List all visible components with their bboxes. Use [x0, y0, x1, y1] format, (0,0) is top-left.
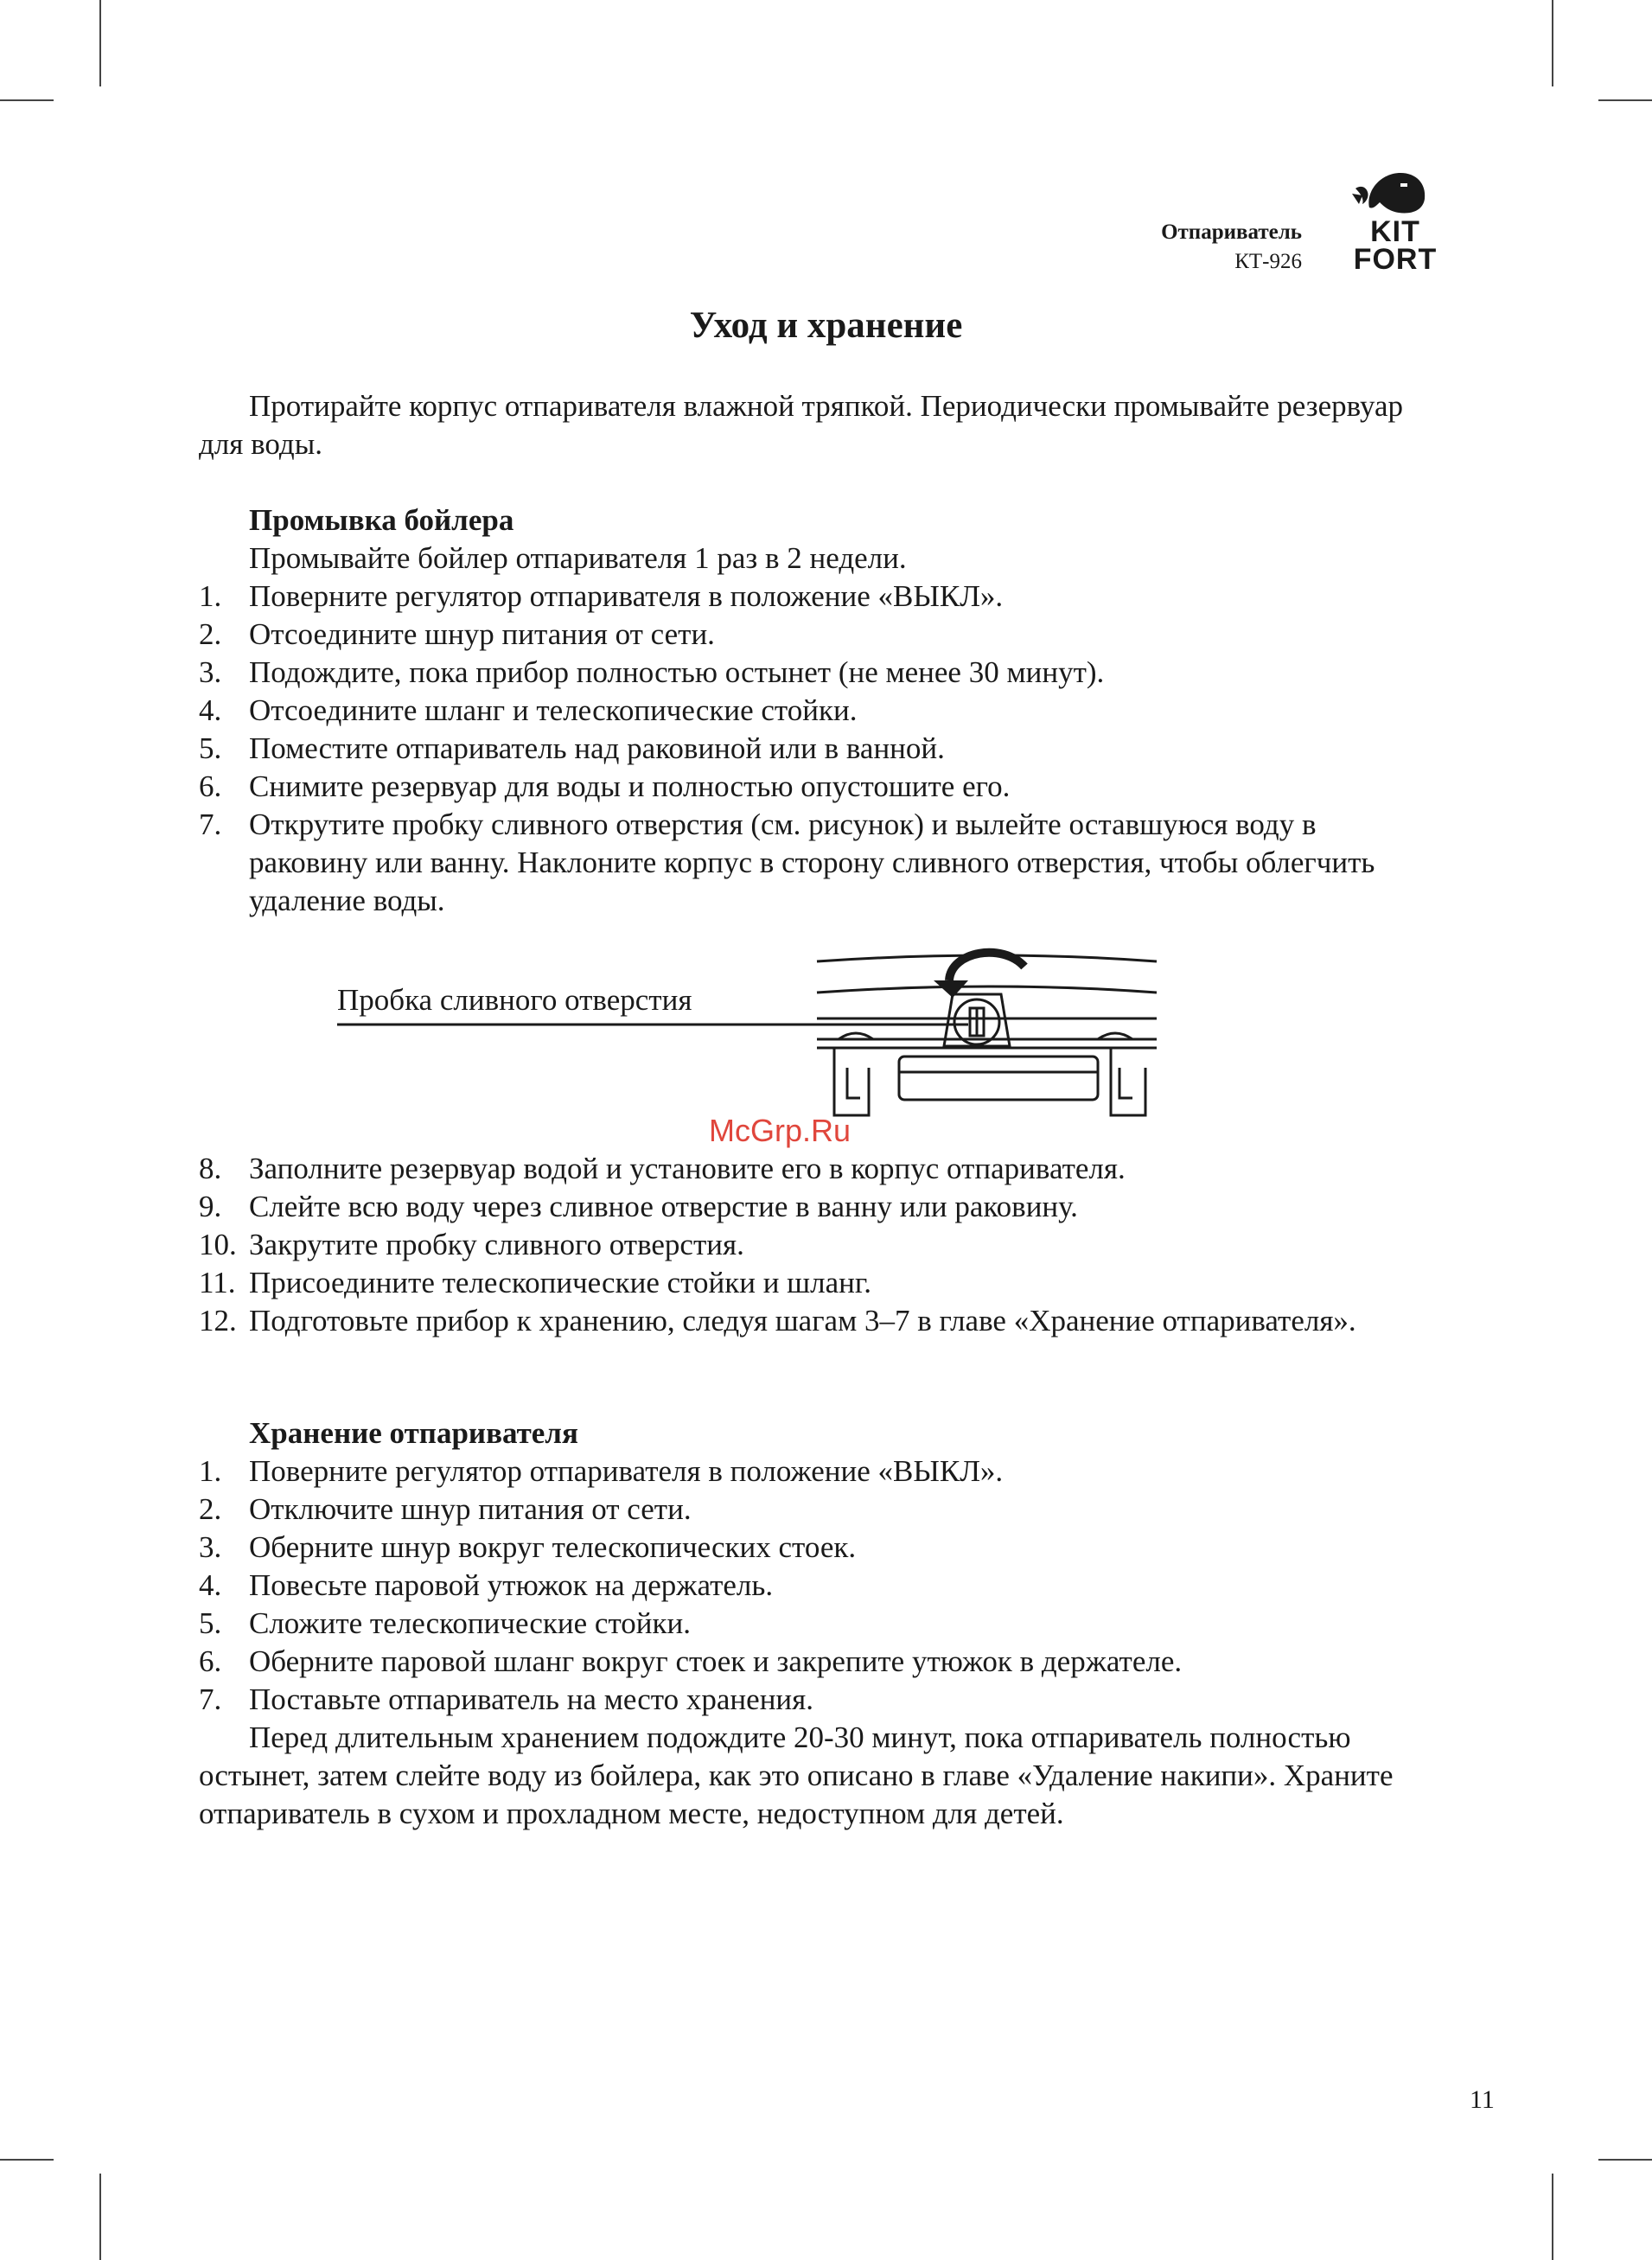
list-item [199, 1452, 1426, 1491]
step-number: 7. [199, 1682, 222, 1716]
list-item [199, 730, 1426, 768]
crop-mark [99, 2174, 101, 2260]
boiler-steps-list [199, 578, 1426, 920]
list-item [199, 1264, 1426, 1302]
storage-section [199, 1414, 1426, 1833]
boiler-note: Промывайте бойлер отпаривателя 1 раз в 2 недели. [249, 541, 907, 575]
step-text: Подготовьте прибор к хранению, следуя шагам 3–7 в главе «Хранение отпаривателя». [249, 1304, 1356, 1337]
crop-mark [1552, 2174, 1553, 2260]
step-number: 9. [199, 1190, 222, 1223]
step-text: Оберните паровой шланг вокруг стоек и закрепите утюжок в держателе. [249, 1644, 1183, 1678]
crop-mark [0, 2159, 54, 2161]
step-number: 6. [199, 769, 222, 803]
step-text: Слейте всю воду через сливное отверстие в ванну или раковину. [249, 1190, 1078, 1223]
logo-text-fort: FORT [1353, 243, 1438, 276]
drain-plug-figure [337, 942, 1167, 1141]
page-number: 11 [1470, 2085, 1495, 2114]
list-item [199, 1529, 1426, 1567]
intro-section [199, 387, 1426, 463]
step-number: 6. [199, 1644, 222, 1678]
step-text: Снимите резервуар для воды и полностью опустошите его. [249, 769, 1011, 803]
step-text: Открутите пробку сливного отверстия (см. рисунок) и вылейте оставшуюся воду в раковину или ванну. Наклоните корпус в сторону сливного отверстия, чтобы облегчить удаление воды. [249, 808, 1375, 917]
product-model: КТ-926 [1234, 250, 1302, 273]
kitfort-logo [1347, 164, 1444, 277]
whale-icon [1347, 164, 1444, 220]
step-text: Отключите шнур питания от сети. [249, 1492, 692, 1526]
document-header [1161, 218, 1302, 277]
step-number: 3. [199, 655, 222, 689]
step-number: 2. [199, 1492, 222, 1526]
crop-mark [1598, 99, 1652, 101]
step-number: 5. [199, 1606, 222, 1640]
list-item [199, 1567, 1426, 1605]
list-item [199, 1188, 1426, 1226]
step-number: 4. [199, 1568, 222, 1602]
step-text: Поверните регулятор отпаривателя в положение «ВЫКЛ». [249, 1454, 1004, 1488]
step-number: 3. [199, 1530, 222, 1564]
list-item [199, 1226, 1426, 1264]
step-text: Присоедините телескопические стойки и шланг. [249, 1266, 872, 1299]
step-text: Отсоедините шнур питания от сети. [249, 617, 715, 651]
step-number: 5. [199, 731, 222, 765]
list-item [199, 1605, 1426, 1643]
list-item [199, 1302, 1426, 1340]
drain-plug-illustration [337, 942, 1167, 1141]
step-text: Заполните резервуар водой и установите его в корпус отпаривателя. [249, 1152, 1126, 1185]
list-item [199, 768, 1426, 806]
step-number: 2. [199, 617, 222, 651]
step-text: Поверните регулятор отпаривателя в положение «ВЫКЛ». [249, 579, 1004, 613]
step-number: 12. [199, 1304, 237, 1337]
list-item [199, 578, 1426, 616]
step-text: Оберните шнур вокруг телескопических стоек. [249, 1530, 857, 1564]
list-item [199, 1681, 1426, 1719]
watermark: McGrp.Ru [709, 1113, 852, 1148]
boiler-steps-list-continued [199, 1150, 1426, 1340]
step-number: 8. [199, 1152, 222, 1185]
crop-mark [1598, 2159, 1652, 2161]
list-item [199, 692, 1426, 730]
step-text: Поместите отпариватель над раковиной или в ванной. [249, 731, 945, 765]
logo-wordmark [1347, 215, 1444, 276]
step-number: 1. [199, 579, 222, 613]
list-item [199, 806, 1426, 920]
crop-mark [0, 99, 54, 101]
step-text: Сложите телескопические стойки. [249, 1606, 692, 1640]
step-text: Закрутите пробку сливного отверстия. [249, 1228, 744, 1261]
list-item [199, 1491, 1426, 1529]
intro-paragraph: Протирайте корпус отпаривателя влажной тряпкой. Периодически промывайте резервуар для воды. [199, 389, 1404, 461]
step-number: 11. [199, 1266, 236, 1299]
page-title: Уход и хранение [689, 305, 963, 346]
list-item [199, 1643, 1426, 1681]
storage-closing-paragraph: Перед длительным хранением подождите 20-30 минут, пока отпариватель полностью остынет, затем слейте воду из бойлера, как это описано в главе «Удаление накипи». Храните отпариватель в сухом и прохладном месте, недоступном для детей. [199, 1721, 1394, 1830]
boiler-section [199, 501, 1426, 920]
storage-heading: Хранение отпаривателя [249, 1416, 578, 1450]
step-text: Отсоедините шланг и телескопические стойки. [249, 693, 858, 727]
boiler-heading: Промывка бойлера [249, 503, 514, 537]
step-text: Поставьте отпариватель на место хранения. [249, 1682, 814, 1716]
step-number: 4. [199, 693, 222, 727]
step-number: 7. [199, 808, 222, 841]
logo-text-kit: KIT [1370, 215, 1420, 248]
list-item [199, 616, 1426, 654]
step-number: 10. [199, 1228, 237, 1261]
crop-mark [1552, 0, 1553, 86]
step-text: Повесьте паровой утюжок на держатель. [249, 1568, 774, 1602]
step-text: Подождите, пока прибор полностью остынет (не менее 30 минут). [249, 655, 1105, 689]
list-item [199, 654, 1426, 692]
boiler-steps-continued [199, 1150, 1426, 1340]
storage-steps-list [199, 1452, 1426, 1719]
crop-mark [99, 0, 101, 86]
step-number: 1. [199, 1454, 222, 1488]
figure-label: Пробка сливного отверстия [337, 983, 692, 1017]
list-item [199, 1150, 1426, 1188]
product-name: Отпариватель [1161, 220, 1302, 244]
